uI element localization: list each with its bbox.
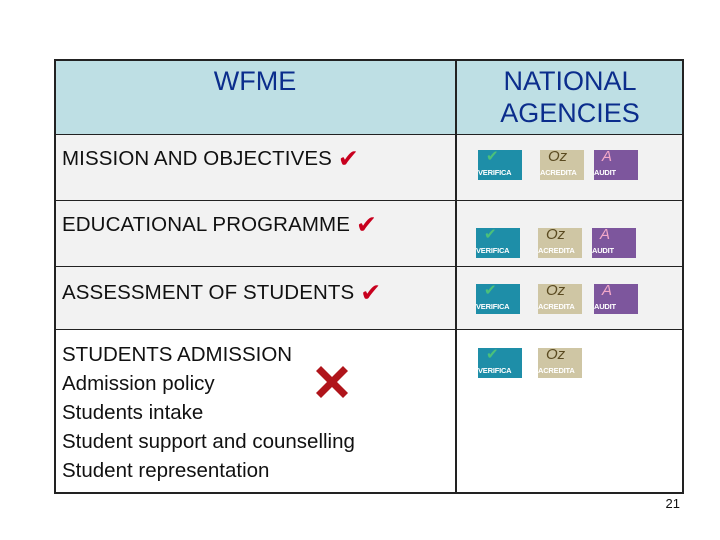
red-cross-icon: [312, 362, 352, 402]
verifica-logo-icon: ✔ VERIFICA: [476, 284, 520, 314]
audit-logo-icon: A AUDIT: [592, 228, 636, 258]
column-divider: [455, 59, 457, 494]
red-checkmark-icon: ✔: [356, 211, 378, 239]
admission-item: Students intake: [62, 401, 204, 424]
national-agencies-heading: [460, 65, 680, 129]
admission-item: Student representation: [62, 459, 270, 482]
criterion-label: ASSESSMENT OF STUDENTS: [62, 281, 355, 304]
wfme-heading: WFME: [213, 66, 297, 96]
audit-logo-icon: A AUDIT: [594, 284, 638, 314]
criterion-label: EDUCATIONAL PROGRAMME: [62, 213, 350, 236]
admission-item: Student support and counselling: [62, 430, 355, 453]
national-agencies-heading-line2: AGENCIES: [500, 98, 640, 128]
national-agencies-heading-line1: NATIONAL: [503, 66, 637, 96]
audit-logo-icon: A AUDIT: [594, 150, 638, 180]
admission-title: STUDENTS ADMISSION: [62, 343, 293, 366]
criterion-mission: [62, 142, 359, 172]
verifica-logo-icon: ✔ VERIFICA: [478, 348, 522, 378]
acredita-logo-icon: Oz ACREDITA: [538, 284, 582, 314]
red-checkmark-icon: ✔: [360, 279, 382, 307]
criterion-assessment: [62, 276, 381, 306]
red-checkmark-icon: ✔: [337, 145, 359, 173]
admission-item: Admission policy: [62, 372, 215, 395]
row-divider-3: [54, 329, 684, 330]
acredita-logo-icon: Oz ACREDITA: [538, 348, 582, 378]
row-divider-header: [54, 134, 684, 135]
criterion-label: MISSION AND OBJECTIVES: [62, 147, 332, 170]
page-number: 21: [665, 496, 680, 511]
row-divider-2: [54, 266, 684, 267]
verifica-logo-icon: ✔ VERIFICA: [478, 150, 522, 180]
acredita-logo-icon: Oz ACREDITA: [538, 228, 582, 258]
acredita-logo-icon: Oz ACREDITA: [540, 150, 584, 180]
row-divider-1: [54, 200, 684, 201]
verifica-logo-icon: ✔ VERIFICA: [476, 228, 520, 258]
students-admission-block: [62, 340, 355, 485]
criterion-programme: [62, 208, 377, 238]
